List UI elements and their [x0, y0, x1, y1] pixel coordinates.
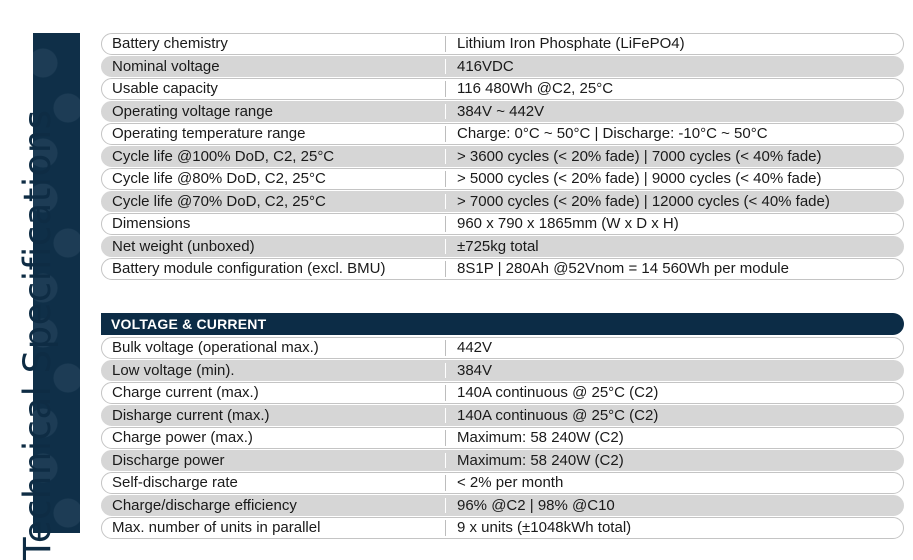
spec-value: 960 x 790 x 1865mm (W x D x H) — [457, 215, 679, 233]
column-divider — [445, 430, 446, 446]
spec-row — [101, 405, 904, 427]
spec-label: Dimensions — [112, 215, 191, 233]
spec-value: 384V ~ 442V — [457, 102, 545, 120]
spec-row — [101, 56, 904, 78]
spec-label: Self-discharge rate — [112, 474, 238, 492]
column-divider — [445, 126, 446, 142]
column-divider — [445, 81, 446, 97]
column-divider — [445, 171, 446, 187]
spec-label: Battery chemistry — [112, 35, 228, 53]
column-divider — [445, 385, 446, 401]
spec-value: 442V — [457, 339, 493, 357]
column-divider — [445, 239, 446, 255]
spec-row — [101, 360, 904, 382]
column-divider — [445, 216, 446, 232]
spec-row — [101, 517, 904, 539]
column-divider — [445, 261, 446, 277]
spec-value: 116 480Wh @C2, 25°C — [457, 80, 614, 98]
spec-value: < 2% per month — [457, 474, 564, 492]
voltage-spec-table — [101, 337, 904, 540]
spec-label: Cycle life @80% DoD, C2, 25°C — [112, 170, 326, 188]
column-divider — [445, 453, 446, 469]
general-spec-table — [101, 33, 904, 281]
spec-value: 140A continuous @ 25°C (C2) — [457, 406, 659, 424]
spec-label: Bulk voltage (operational max.) — [112, 339, 319, 357]
spec-label: Usable capacity — [112, 80, 218, 98]
spec-row — [101, 236, 904, 258]
spec-label: Cycle life @70% DoD, C2, 25°C — [112, 192, 326, 210]
spec-label: Charge current (max.) — [112, 384, 259, 402]
spec-row — [101, 78, 904, 100]
spec-value: 9 x units (±1048kWh total) — [457, 519, 632, 537]
spec-row — [101, 213, 904, 235]
column-divider — [445, 408, 446, 424]
column-divider — [445, 363, 446, 379]
spec-label: Disharge current (max.) — [112, 406, 270, 424]
spec-label: Charge power (max.) — [112, 429, 253, 447]
column-divider — [445, 498, 446, 514]
spec-row — [101, 33, 904, 55]
column-divider — [445, 104, 446, 120]
spec-value: 140A continuous @ 25°C (C2) — [457, 384, 659, 402]
spec-value: > 5000 cycles (< 20% fade) | 9000 cycles (< 40% fade) — [457, 170, 822, 188]
spec-row — [101, 427, 904, 449]
spec-value: 96% @C2 | 98% @C10 — [457, 496, 615, 514]
column-divider — [445, 149, 446, 165]
spec-row — [101, 101, 904, 123]
spec-label: Low voltage (min). — [112, 361, 235, 379]
spec-label: Nominal voltage — [112, 57, 220, 75]
spec-row — [101, 472, 904, 494]
spec-row — [101, 168, 904, 190]
spec-value: 8S1P | 280Ah @52Vnom = 14 560Wh per module — [457, 260, 789, 278]
column-divider — [445, 475, 446, 491]
spec-label: Battery module configuration (excl. BMU) — [112, 260, 386, 278]
spec-row — [101, 191, 904, 213]
voltage-current-header: VOLTAGE & CURRENT — [101, 313, 904, 335]
spec-label: Operating voltage range — [112, 102, 273, 120]
spec-row — [101, 450, 904, 472]
spec-label: Net weight (unboxed) — [112, 237, 255, 255]
spec-row — [101, 337, 904, 359]
spec-value: Lithium Iron Phosphate (LiFePO4) — [457, 35, 685, 53]
spec-row — [101, 382, 904, 404]
spec-value: > 3600 cycles (< 20% fade) | 7000 cycles (< 40% fade) — [457, 147, 822, 165]
spec-value: Maximum: 58 240W (C2) — [457, 429, 624, 447]
spec-label: Charge/discharge efficiency — [112, 496, 297, 514]
spec-value: Maximum: 58 240W (C2) — [457, 451, 624, 469]
spec-label: Discharge power — [112, 451, 225, 469]
column-divider — [445, 59, 446, 75]
spec-label: Cycle life @100% DoD, C2, 25°C — [112, 147, 335, 165]
spec-row — [101, 495, 904, 517]
spec-label: Max. number of units in parallel — [112, 519, 321, 537]
column-divider — [445, 340, 446, 356]
column-divider — [445, 36, 446, 52]
spec-value: > 7000 cycles (< 20% fade) | 12000 cycles (< 40% fade) — [457, 192, 830, 210]
side-title: Technical Specifications — [16, 109, 59, 560]
spec-value: 384V — [457, 361, 493, 379]
spec-value: Charge: 0°C ~ 50°C | Discharge: -10°C ~ 50°C — [457, 125, 768, 143]
spec-row — [101, 146, 904, 168]
spec-row — [101, 123, 904, 145]
spec-label: Operating temperature range — [112, 125, 306, 143]
column-divider — [445, 194, 446, 210]
spec-row — [101, 258, 904, 280]
spec-value: ±725kg total — [457, 237, 539, 255]
column-divider — [445, 520, 446, 536]
spec-value: 416VDC — [457, 57, 514, 75]
